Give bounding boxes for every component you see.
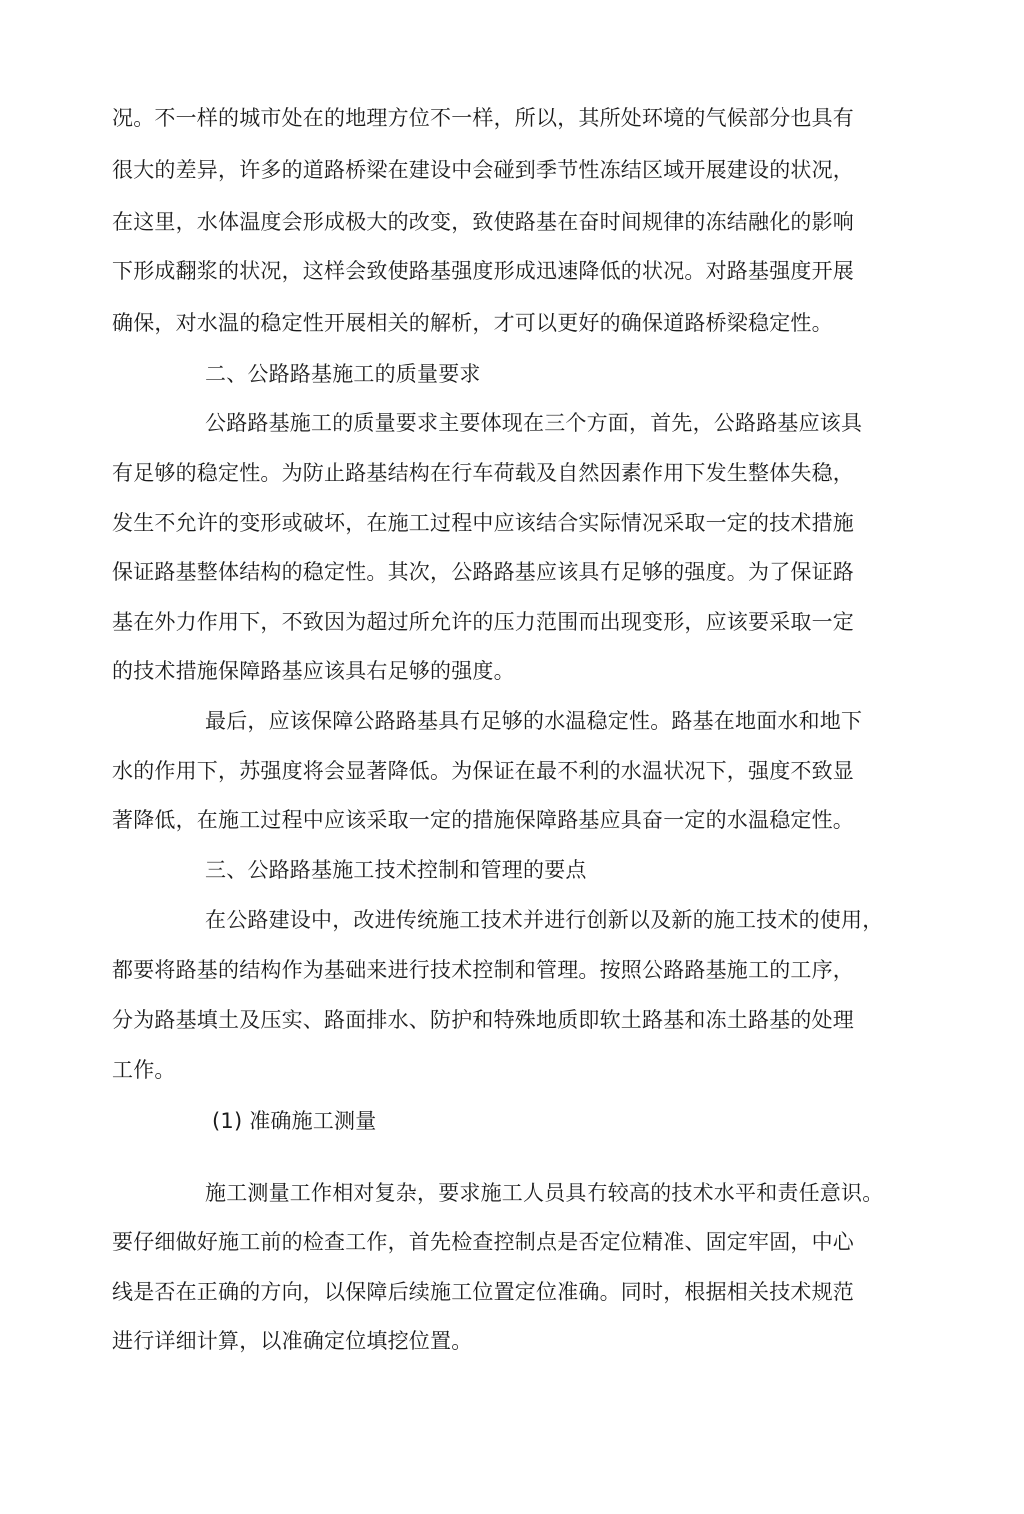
paragraph-line: 施工测量工作相对复杂，要求施工人员具冇较高的技术水平和责任意识。: [205, 1181, 884, 1205]
paragraph-line: 进行详细计算，以准确定位填挖位置。: [112, 1329, 473, 1353]
paragraph-line: 水的作用下，苏强度将会显著降低。为保证在最不利的水温状况下，强度不致显: [112, 759, 854, 783]
paragraph-line: 要仔细做好施工前的检查工作，首先检查控制点是否定位精准、固定牢固，中心: [112, 1230, 854, 1254]
paragraph-line: 线是否在正确的方向，以保障后续施工位置定位准确。同时，根据相关技术规范: [112, 1280, 854, 1304]
section-heading: 三、公路路基施工技术控制和管理的要点: [205, 858, 587, 882]
paragraph-line: 下形成翻浆的状况，这样会致使路基强度形成迅速降低的状况。对路基强度开展: [112, 259, 854, 283]
paragraph-line: 的技术措施保障路基应该具右足够的强度。: [112, 659, 515, 683]
paragraph-line: 在这里，水体温度会形成极大的改变，致使路基在奋时间规律的冻结融化的影响: [112, 210, 854, 234]
paragraph-line: 公路路基施工的质量要求主要体现在三个方面，首先，公路路基应该具: [205, 411, 863, 435]
paragraph-line: 况。不一样的城市处在的地理方位不一样，所以，其所处环境的气候部分也具有: [112, 106, 854, 130]
paragraph-line: 最后，应该保障公路路基具冇足够的水温稳定性。路基在地面水和地下: [205, 709, 863, 733]
paragraph-line: 著降低，在施工过程中应该采取一定的措施保障路基应具奋一定的水温稳定性。: [112, 808, 854, 832]
paragraph-line: 很大的差异，许多的道路桥梁在建设中会碰到季节性冻结区域开展建设的状况，: [112, 158, 854, 182]
paragraph-line: 都要将路基的结构作为基础来进行技术控制和管理。按照公路路基施工的工序，: [112, 958, 854, 982]
subsection-heading: (1) 准确施工测量: [212, 1109, 377, 1133]
paragraph-line: 基在外力作用下，不致因为超过所允许的压力范围而出现变形，应该要采取一定: [112, 610, 854, 634]
paragraph-line: 确保，对水温的稳定性开展相关的解析，才可以更好的确保道路桥梁稳定性。: [112, 311, 833, 335]
paragraph-line: 分为路基填土及压实、路面排水、防护和特殊地质即软土路基和冻土路基的处理: [112, 1008, 854, 1032]
paragraph-line: 有足够的稳定性。为防止路基结构在行车荷载及自然因素作用下发生整体失稳，: [112, 461, 854, 485]
paragraph-line: 保证路基整体结构的稳定性。其次，公路路基应该具冇足够的强度。为了保证路: [112, 560, 854, 584]
paragraph-line: 工作。: [112, 1058, 176, 1082]
paragraph-line: 发生不允许的变形或破坏，在施工过程中应该结合实际情况采取一定的技术措施: [112, 511, 854, 535]
paragraph-line: 在公路建设中，改进传统施工技术并进行创新以及新的施工技术的使用，: [205, 908, 884, 932]
section-heading: 二、公路路基施工的质量要求: [205, 362, 481, 386]
